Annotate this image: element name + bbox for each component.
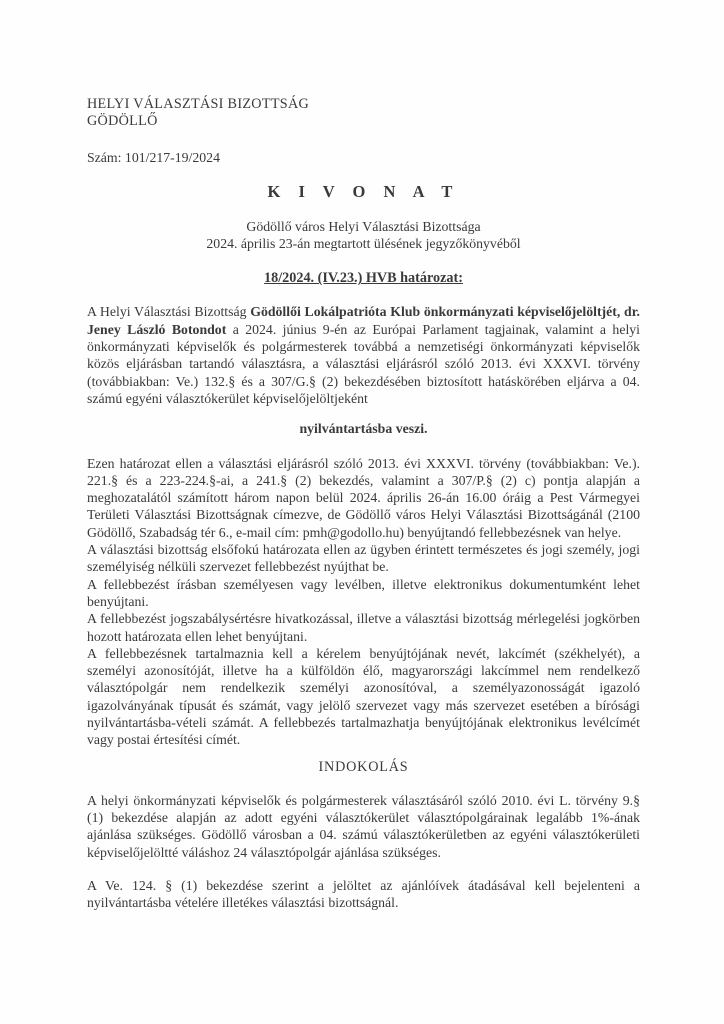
issuing-authority-name: HELYI VÁLASZTÁSI BIZOTTSÁG bbox=[87, 96, 310, 112]
appeal-paragraph-deadline: Ezen határozat ellen a választási eljárásról szóló 2013. évi XXXVI. törvény (továbbiakban: Ve.). 221.§ és a 223-224.§-ai, a 241.§ (2) bekezdés, valamint a 307/P.§ (2) c) pontja alapján a meghozatalától számított három napon belül 2024. április 26-án 16.00 óráig a Pest Vármegyei Területi Választási Bizottságnak címezve, de Gödöllő város Helyi Választási Bizottságánál (2100 Gödöllő, Szabadság tér 6., e-mail cím: pmh@godollo.hu) benyújtandó fellebbezésnek van helye. bbox=[87, 455, 640, 540]
decision-paragraph bbox=[87, 303, 640, 407]
subtitle-committee-line: Gödöllő város Helyi Választási Bizottsága bbox=[246, 218, 481, 234]
document-subtitle bbox=[87, 218, 640, 253]
decision-intro-text: A Helyi Választási Bizottság bbox=[87, 304, 251, 320]
appeal-paragraph-who-may-appeal: A választási bizottság elsőfokú határozata ellen az ügyben érintett természetes és jogi személy, jogi személyiség nélküli szervezet fellebbezést nyújthat be. bbox=[87, 542, 640, 575]
decision-rest-text: a 2024. június 9-én az Európai Parlament tagjainak, valamint a helyi önkormányzati képviselők és polgármesterek továbbá a nemzetiségi önkormányzati képviselők közös eljárásban tartandó választásra, a választási eljárásról szóló 2013. évi XXXVI. törvény (továbbiakban: Ve.) 132.§ és a 307/G.§ (2) bekezdésében biztosított hatáskörében eljárva a 04. számú egyéni választókerület képviselőjelöltjeként bbox=[87, 321, 641, 406]
candidate-name-bold-text: Gödöllői Lokálpatrióta Klub önkormányzati képviselőjelöltjét, dr. Jeney László Botondot bbox=[87, 304, 640, 337]
appeal-section bbox=[87, 455, 640, 749]
decision-number-heading: 18/2024. (IV.23.) HVB határozat: bbox=[264, 270, 463, 287]
appeal-paragraph-legal-grounds: A fellebbezést jogszabálysértésre hivatkozással, illetve a választási bizottság mérlegelési jogkörben hozott határozata ellen lehet benyújtani. bbox=[87, 611, 640, 644]
reasoning-heading: INDOKOLÁS bbox=[318, 758, 409, 775]
document-number: Szám: 101/217-19/2024 bbox=[87, 149, 220, 165]
issuing-authority-city: GÖDÖLLŐ bbox=[87, 113, 158, 130]
letterhead bbox=[87, 96, 640, 131]
reasoning-section bbox=[87, 792, 640, 912]
decision-verdict: nyilvántartásba veszi. bbox=[299, 421, 428, 437]
appeal-paragraph-submission-forms: A fellebbezést írásban személyesen vagy levélben, illetve elektronikus dokumentumként lehet benyújtani. bbox=[87, 576, 640, 609]
appeal-paragraph-required-content: A fellebbezésnek tartalmaznia kell a kérelem benyújtójának nevét, lakcímét (székhelyét), a személyi azonosítóját, illetve ha a külföldön élő, magyarországi lakcímmel nem rendelkező választópolgár nem rendelkezik személyi azonosítóval, a személyazonosságát igazoló igazolványának típusát és számát, vagy jelölő szervezet vagy más szervezet esetében a bírósági nyilvántartásba-vételi számát. A fellebbezés tartalmazhatja benyújtójának elektronikus levélcímét vagy postai értesítési címét. bbox=[87, 645, 640, 748]
subtitle-session-line: 2024. április 23-án megtartott ülésének jegyzőkönyvéből bbox=[206, 236, 521, 252]
reasoning-paragraph-registration-rule: A Ve. 124. § (1) bekezdése szerint a jelöltet az ajánlóívek átadásával kell bejelenteni a nyilvántartásba vételére illetékes választási bizottságnál. bbox=[87, 877, 640, 911]
document-title: K I V O N A T bbox=[267, 181, 460, 201]
reasoning-paragraph-recommendation-threshold: A helyi önkormányzati képviselők és polgármesterek választásáról szóló 2010. évi L. törvény 9.§ (1) bekezdése alapján az adott egyéni választókerület választópolgárainak legalább 1%-ának ajánlása szükséges. Gödöllő városban a 04. számú választókerületben az egyéni választókerületi képviselőjelöltté váláshoz 24 választópolgár ajánlása szükséges. bbox=[87, 792, 640, 860]
